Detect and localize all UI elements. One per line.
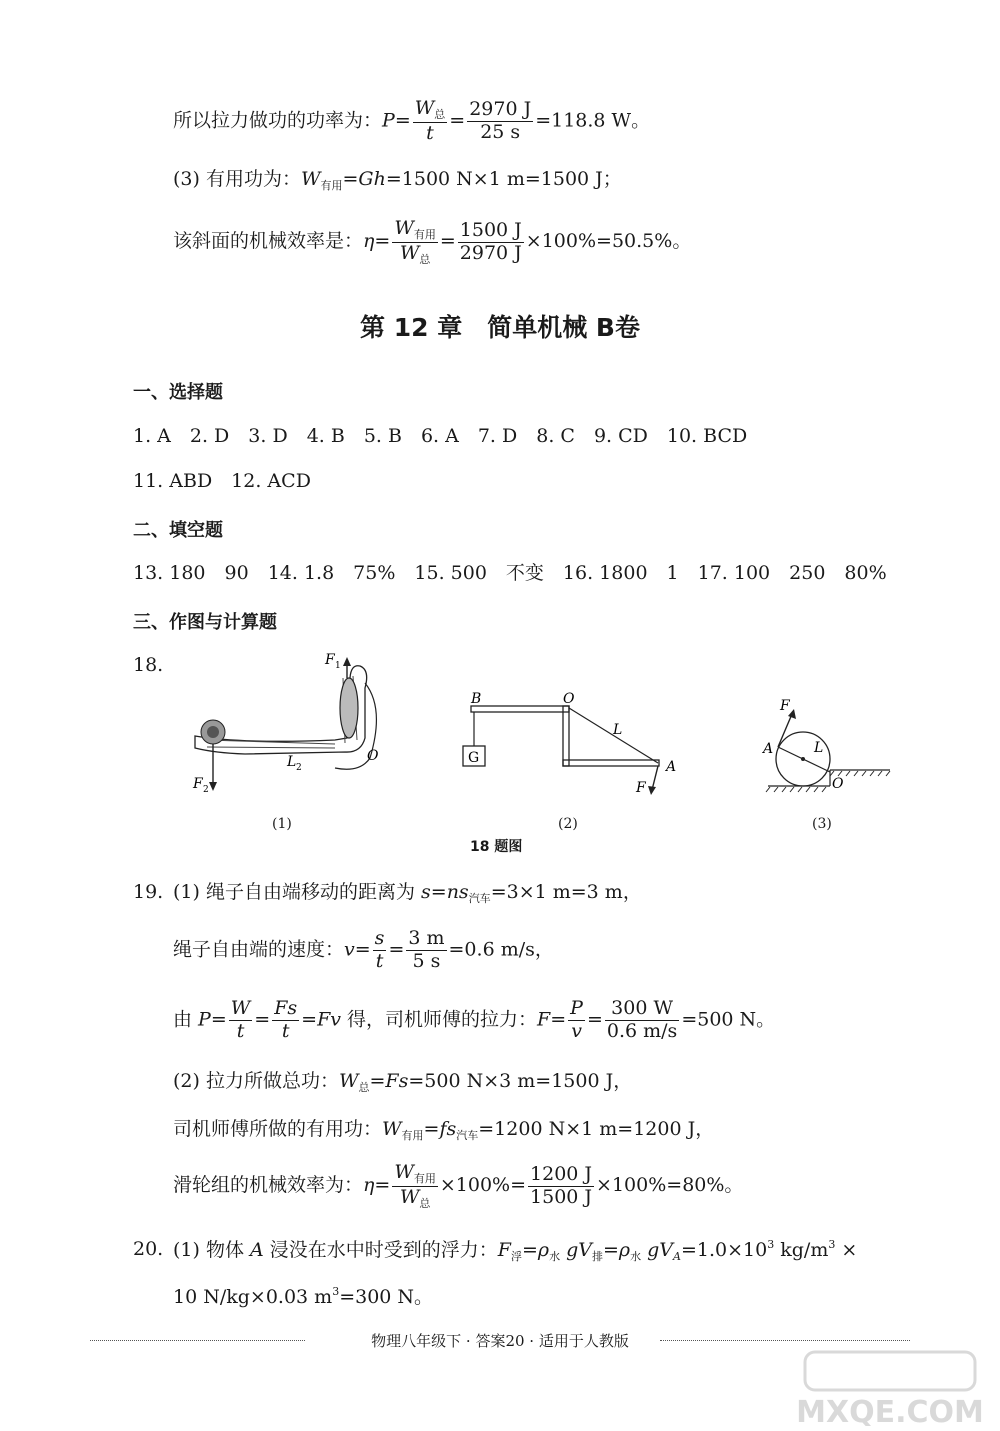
var: P [198, 1008, 211, 1031]
eq: = [354, 938, 371, 961]
dotted-rule-left [90, 1340, 305, 1341]
text: 司机师傅所做的有用功： [173, 1118, 383, 1140]
num: 1200 J [530, 1162, 593, 1185]
q20-line1 [173, 1238, 857, 1263]
text: 所以拉力做功的功率为： [173, 109, 383, 132]
eq: = [394, 109, 411, 132]
var: Fs [385, 1070, 409, 1092]
sub: 有用 [401, 1129, 424, 1142]
q19-line2 [173, 928, 554, 973]
num: 300 W [605, 998, 679, 1021]
label-f: F [636, 780, 646, 796]
fraction [605, 998, 679, 1043]
num: s [374, 927, 385, 949]
section-draw-calc: 三、作图与计算题 [133, 612, 277, 633]
q19-number: 19. [133, 881, 164, 903]
text: 10 N/kg×0.03 m [173, 1286, 333, 1308]
label-o: O [832, 776, 844, 792]
label-l: L [814, 740, 824, 756]
q19-line4 [173, 1070, 632, 1094]
label-f1-sub: 1 [335, 661, 341, 671]
text: 浸没在水中时受到的浮力： [263, 1239, 498, 1261]
eq: = [210, 1008, 227, 1031]
efficiency-line [173, 218, 691, 266]
den: W [399, 241, 420, 264]
label-l: L [613, 722, 623, 738]
den: W [399, 1185, 420, 1208]
text: 滑轮组的机械效率为： [173, 1174, 364, 1197]
fig18-caption: 18 题图 [470, 839, 523, 855]
label-f: F [780, 698, 790, 714]
label-a: A [666, 759, 677, 775]
text: =1500 N×1 m=1500 J； [385, 168, 622, 190]
q18-number: 18. [133, 654, 164, 676]
sub: 汽车 [456, 1129, 479, 1142]
sub: 总 [358, 1081, 370, 1094]
var: η [363, 1174, 375, 1197]
q19-line1 [173, 881, 642, 905]
result: ×100%=80%。 [596, 1174, 744, 1197]
text: =1.0×10 [680, 1239, 768, 1261]
num: 3 m [408, 927, 445, 949]
sub: 水 [549, 1250, 561, 1263]
eq: = [439, 230, 456, 253]
var: W [382, 1118, 402, 1140]
den: 1500 J [530, 1185, 593, 1208]
var: ns [446, 881, 469, 903]
var: s [421, 881, 431, 903]
den: 25 s [480, 120, 521, 143]
num: W [230, 997, 251, 1019]
text: 绳子自由端的速度： [173, 938, 345, 961]
label-b: B [471, 691, 482, 707]
var: gV [560, 1239, 592, 1261]
result: =500 N。 [681, 1008, 776, 1031]
text: 由 [173, 1008, 199, 1031]
eq: = [449, 109, 466, 132]
var: v [344, 938, 355, 961]
eq: = [423, 1118, 440, 1140]
text: 该斜面的机械效率是： [173, 230, 364, 253]
eq: = [550, 1008, 567, 1031]
q20-line2 [173, 1285, 433, 1309]
sub: 总 [419, 1196, 431, 1210]
var: F [537, 1008, 551, 1031]
var: ρ [537, 1239, 550, 1261]
sub: 汽车 [468, 892, 491, 905]
fig2-caption: (2) [558, 816, 578, 832]
text: =300 N。 [339, 1286, 434, 1308]
var: W [300, 168, 321, 190]
text: =3×1 m=3 m， [490, 881, 642, 903]
section-choice: 一、选择题 [133, 382, 223, 403]
fill-answers: 13. 180 90 14. 1.8 75% 15. 500 不变 16. 1800 1 17. 100 250 80% [133, 562, 887, 584]
eq: = [388, 938, 405, 961]
eq: = [603, 1239, 619, 1261]
num: Fs [274, 997, 298, 1019]
arm-lever-figure [185, 648, 405, 848]
sub: 浮 [510, 1250, 522, 1263]
var: F [497, 1239, 511, 1261]
fraction [272, 998, 299, 1043]
sub: 总 [434, 108, 446, 121]
sub: 有用 [320, 179, 343, 192]
sub: 总 [419, 252, 431, 266]
var: Gh [358, 168, 386, 190]
choice-answers-1: 1. A 2. D 3. D 4. B 5. B 6. A 7. D 8. C 9. CD 10. BCD [133, 425, 748, 447]
wheel-step-figure [760, 690, 925, 795]
num: 1500 J [459, 218, 522, 241]
fig1-caption: (1) [272, 816, 292, 832]
text: kg/m [774, 1239, 829, 1261]
label-f2-sub: 2 [203, 785, 209, 795]
var: gV [641, 1239, 674, 1261]
choice-answers-2: 11. ABD 12. ACD [133, 470, 311, 492]
section-fill: 二、填空题 [133, 520, 223, 541]
eq: = [254, 1008, 271, 1031]
sup: 3 [332, 1285, 340, 1298]
watermark-text: MXQE.COM [796, 1395, 984, 1426]
useful-work-line [173, 168, 622, 192]
bent-lever-figure [455, 690, 695, 805]
sub: 排 [592, 1250, 603, 1263]
num: W [394, 217, 414, 239]
fraction [392, 1162, 438, 1210]
var: A [250, 1239, 264, 1261]
power-line [173, 98, 650, 144]
eq: = [374, 1174, 391, 1197]
den: t [281, 1019, 290, 1042]
den: t [375, 949, 384, 972]
text: (3) 有用功为： [173, 168, 301, 190]
den: 2970 J [459, 241, 522, 264]
text: =500 N×3 m=1500 J， [408, 1070, 633, 1092]
result: =0.6 m/s， [448, 938, 554, 961]
watermark-logo [785, 1348, 995, 1426]
eq: = [521, 1239, 538, 1261]
label-o: O [367, 748, 379, 764]
sub: 有用 [413, 228, 436, 241]
fraction [392, 218, 438, 266]
chapter-title: 第 12 章 简单机械 B卷 [360, 313, 640, 342]
sup: 3 [828, 1238, 836, 1251]
q19-line3 [173, 998, 775, 1043]
footer-text: 物理八年级下 · 答案20 · 适用于人教版 [371, 1332, 629, 1350]
var: fs [439, 1118, 457, 1140]
eq: = [430, 881, 447, 903]
label-a: A [763, 741, 774, 757]
result: =118.8 W。 [535, 109, 651, 132]
num: W [394, 1161, 414, 1183]
den: t [426, 121, 434, 144]
label-o: O [563, 691, 575, 707]
den: v [571, 1019, 582, 1042]
den: 0.6 m/s [606, 1019, 678, 1042]
fraction [406, 928, 446, 973]
result: ×100%=50.5%。 [525, 230, 692, 253]
dotted-rule-right [660, 1340, 910, 1341]
label-f2: F [193, 776, 203, 792]
eq: = [369, 1070, 386, 1092]
q19-line5 [173, 1118, 714, 1142]
eq: = [374, 230, 391, 253]
eq: = [586, 1008, 603, 1031]
q19-line6 [173, 1162, 743, 1210]
var: Fv [317, 1008, 341, 1031]
label-l2-sub: 2 [296, 763, 302, 773]
num: W [414, 97, 435, 119]
sup: 3 [767, 1238, 775, 1251]
fraction [413, 98, 448, 144]
label-l2: L [287, 754, 297, 770]
var: P [382, 109, 395, 132]
eq: = [342, 168, 359, 190]
text: × [835, 1239, 858, 1261]
label-g: G [468, 750, 480, 766]
den: t [236, 1019, 245, 1042]
text: (2) 拉力所做总功： [173, 1070, 339, 1092]
sub: 有用 [413, 1172, 436, 1185]
text: 得，司机师傅的拉力： [341, 1008, 538, 1031]
fraction [528, 1164, 594, 1209]
var: η [363, 230, 375, 253]
fraction [458, 220, 524, 265]
fraction [229, 998, 253, 1043]
sub: A [673, 1250, 681, 1263]
eq: = [301, 1008, 318, 1031]
fraction [568, 998, 585, 1043]
label-f1: F [325, 652, 335, 668]
text: ×100%= [439, 1174, 527, 1197]
den: 5 s [412, 949, 441, 972]
num: P [570, 997, 583, 1019]
fraction [467, 99, 533, 144]
fig3-caption: (3) [812, 816, 832, 832]
var: ρ [618, 1239, 631, 1261]
q20-number: 20. [133, 1238, 164, 1260]
num: 2970 J [469, 97, 532, 120]
var: W [338, 1070, 359, 1092]
fraction [373, 928, 387, 973]
sub: 水 [630, 1250, 642, 1263]
text: =1200 N×1 m=1200 J， [478, 1118, 715, 1140]
text: (1) 绳子自由端移动的距离为 [173, 881, 421, 903]
text: (1) 物体 [173, 1239, 250, 1261]
